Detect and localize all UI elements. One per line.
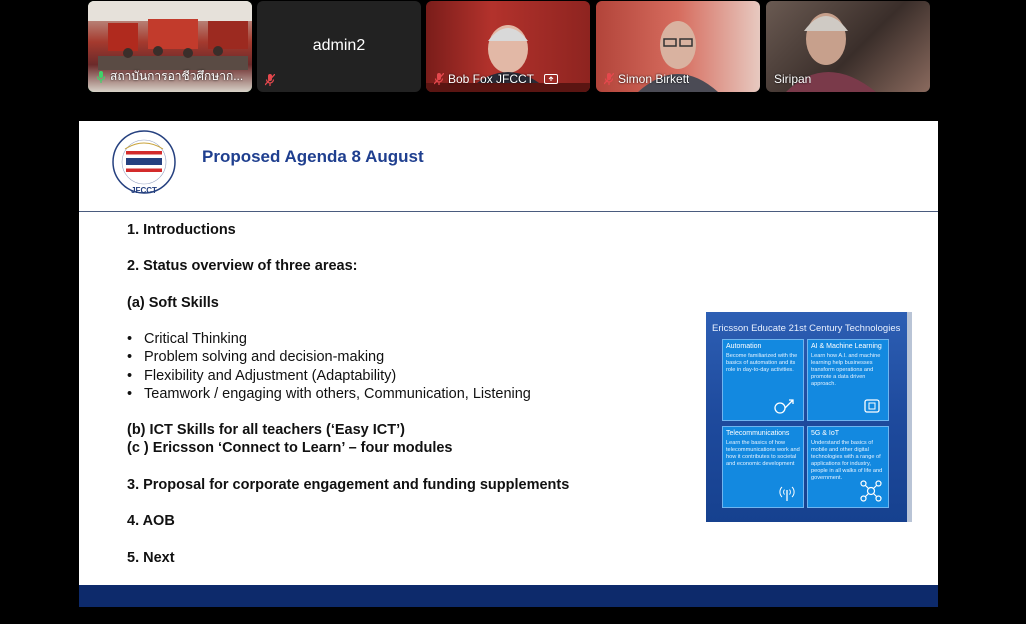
participant-name-center: admin2 [312, 37, 366, 54]
jfcct-logo [111, 129, 177, 199]
participant-name: Siripan [774, 72, 812, 86]
participant-tile[interactable] [257, 1, 421, 92]
module-card-title: AI & Machine Learning [811, 343, 882, 350]
participant-caption [265, 74, 275, 86]
agenda-bullet: • Teamwork / engaging with others, Communication, Listening [127, 385, 569, 403]
slide-footer-bar [79, 585, 938, 607]
antenna-icon [777, 484, 797, 502]
participant-caption [96, 67, 243, 86]
module-card [807, 426, 889, 508]
participant-name: Simon Birkett [618, 72, 690, 86]
module-card [722, 426, 804, 508]
screen-share-icon [544, 74, 558, 84]
participant-caption [604, 72, 689, 86]
slide-title: Proposed Agenda 8 August [202, 147, 424, 166]
module-card-text: Learn how A.I. and machine learning help businesses transform operations and promote a data driven approach. [811, 353, 881, 387]
network-nodes-icon [860, 480, 882, 502]
participant-caption [434, 72, 558, 86]
participant-name: สถาบันการอาชีวศึกษาก... [110, 69, 244, 83]
participant-tile[interactable] [766, 1, 930, 92]
agenda-bullet: • Flexibility and Adjustment (Adaptability) [127, 367, 569, 385]
microphone-icon [96, 71, 106, 83]
agenda-item: 2. Status overview of three areas: [127, 258, 358, 275]
microphone-muted-icon [604, 73, 614, 85]
module-card-title: Automation [726, 343, 762, 350]
panel-title: Ericsson Educate 21st Century Technologies [712, 323, 901, 334]
agenda-bullet: • Critical Thinking [127, 330, 569, 348]
participant-name: Bob Fox JFCCT [448, 72, 535, 86]
ericsson-panel [706, 312, 912, 522]
agenda-bullet: • Problem solving and decision-making [127, 348, 569, 366]
participant-tile[interactable] [596, 1, 760, 92]
participant-tile[interactable] [88, 1, 252, 92]
microphone-muted-icon [434, 73, 444, 85]
agenda-list [127, 221, 569, 567]
slide-header [79, 121, 938, 212]
ai-chip-icon [862, 397, 882, 415]
module-card-title: 5G & IoT [811, 430, 840, 437]
module-card-text: Learn the basics of how telecommunications work and how it contributes to societal and economic development [726, 440, 800, 467]
module-card-title: Telecommunications [726, 430, 790, 437]
shared-slide [79, 121, 938, 607]
automation-icon [773, 397, 797, 415]
agenda-subheading: (c ) Ericsson ‘Connect to Learn’ – four modules [127, 440, 453, 457]
agenda-subheading: (b) ICT Skills for all teachers (‘Easy ICT’) [127, 422, 405, 439]
agenda-item: 4. AOB [127, 513, 175, 530]
module-card [807, 339, 889, 421]
participant-tile[interactable] [426, 1, 590, 92]
module-card-text: Understand the basics of mobile and other digital technologies with a range of applications for industry, people in all walks of life and government. [811, 440, 883, 481]
agenda-item: 1. Introductions [127, 222, 236, 238]
module-card [722, 339, 804, 421]
participant-caption [774, 72, 811, 86]
module-card-text: Become familiarized with the basics of automation and its role in day-to-day activities. [726, 353, 798, 373]
microphone-muted-icon [265, 74, 275, 86]
agenda-subheading: (a) Soft Skills [127, 294, 219, 311]
logo-text: JFCCT [131, 186, 157, 195]
agenda-item: 5. Next [127, 549, 175, 566]
agenda-item: 3. Proposal for corporate engagement and funding supplements [127, 476, 570, 493]
